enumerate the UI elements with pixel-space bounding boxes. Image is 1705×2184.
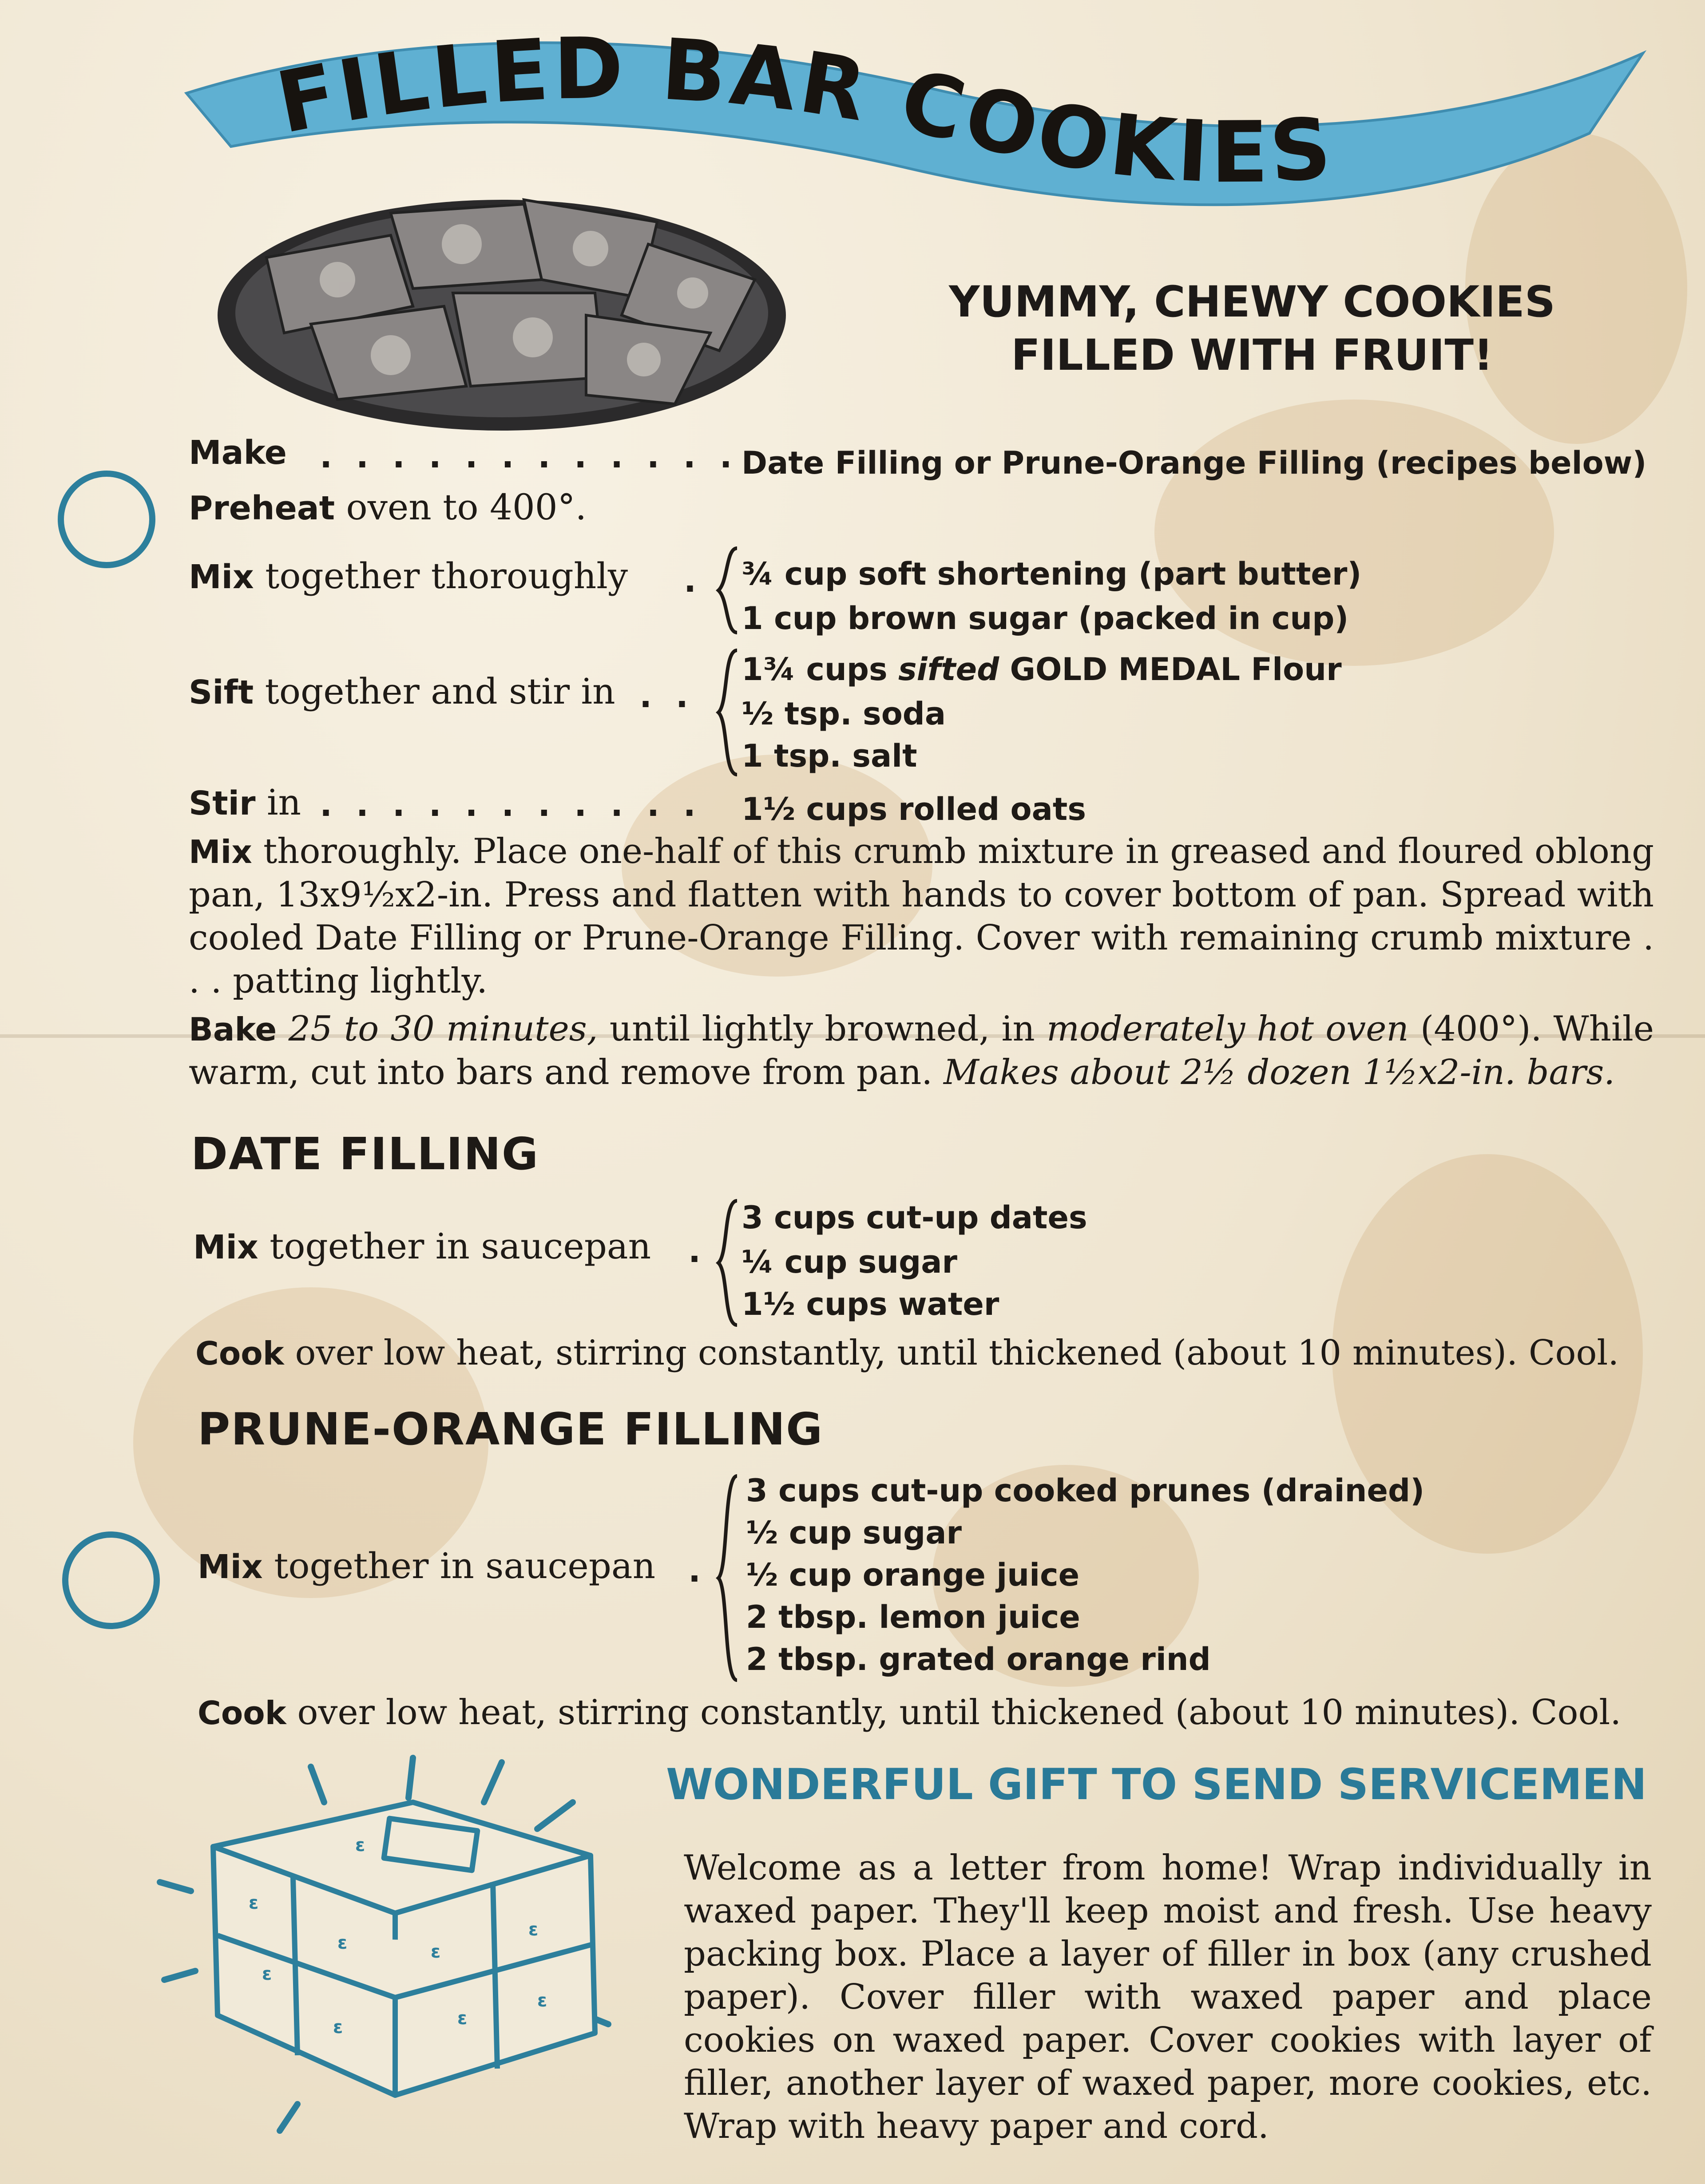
brace xyxy=(715,648,741,777)
flour-amount: 1¾ cups xyxy=(741,651,899,688)
dot-leader: . . xyxy=(639,677,694,715)
ingredient: 1 cup brown sugar (packed in cup) xyxy=(741,600,1349,637)
ingredient: 1 tsp. salt xyxy=(741,738,917,774)
bake-text: until lightly browned, in xyxy=(609,1009,1035,1049)
tagline-line-2: FILLED WITH FRUIT! xyxy=(1011,330,1493,380)
step-verb: Cook xyxy=(195,1335,284,1372)
ingredient: ¼ cup sugar xyxy=(741,1244,958,1280)
flour-brand: GOLD MEDAL Flour xyxy=(999,651,1342,688)
bake-text: (400°). While warm, cut into bars and remove from pan. xyxy=(189,1009,1654,1092)
svg-text:ε: ε xyxy=(262,1964,272,1984)
ingredient: ½ cup orange juice xyxy=(746,1557,1080,1593)
ingredient: 2 tbsp. lemon juice xyxy=(746,1599,1080,1635)
ingredient: 1½ cups water xyxy=(741,1286,999,1322)
step-text: thoroughly. Place one-half of this crumb mixture in greased and floured oblong pan, 13x9½x2-in. Press and flatten with hands to cover bottom of pan. Spread with cooled Date Filling or Prune-Orange Filling. Cover with remaining crumb mixture . . . patting lightly. xyxy=(189,831,1654,1001)
dot-leader: . . . . . . . . . . . xyxy=(320,786,702,824)
bake-oven: moderately hot oven xyxy=(1046,1009,1409,1049)
bake-time: 25 to 30 minutes, xyxy=(288,1009,598,1049)
ingredient: 3 cups cut-up cooked prunes (drained) xyxy=(746,1472,1425,1509)
gift-heading: WONDERFUL GIFT TO SEND SERVICEMEN xyxy=(666,1760,1647,1809)
svg-text:ε: ε xyxy=(537,1990,547,2011)
svg-text:ε: ε xyxy=(249,1893,259,1913)
ingredient: ¾ cup soft shortening (part butter) xyxy=(741,556,1362,592)
step-make xyxy=(189,431,287,474)
tagline-line-1: YUMMY, CHEWY COOKIES xyxy=(949,277,1555,327)
svg-text:ε: ε xyxy=(355,1835,365,1856)
step-verb: Preheat xyxy=(189,489,335,527)
tagline xyxy=(906,275,1598,382)
step-verb: Sift xyxy=(189,673,254,712)
ingredient: 1½ cups rolled oats xyxy=(741,791,1086,827)
make-filling-text: Date Filling or Prune-Orange Filling (recipes below) xyxy=(741,445,1647,481)
step-text: over low heat, stirring constantly, until thickened (about 10 minutes). Cool. xyxy=(295,1333,1619,1373)
prune-filling-cook xyxy=(198,1691,1663,1735)
date-filling-mix xyxy=(193,1225,651,1269)
bake-instructions xyxy=(189,1008,1654,1094)
step-verb: Mix xyxy=(189,833,252,870)
brace xyxy=(715,1199,741,1327)
gift-package-illustration xyxy=(147,1749,657,2157)
step-text: together thoroughly xyxy=(265,555,628,597)
step-text: in xyxy=(266,782,301,823)
step-stir xyxy=(189,781,301,825)
svg-text:ε: ε xyxy=(337,1933,348,1953)
ingredient: ½ tsp. soda xyxy=(741,696,946,732)
brace xyxy=(715,1474,741,1682)
dot-leader: . xyxy=(684,562,703,600)
binder-hole-circle xyxy=(62,1531,160,1629)
step-text: together and stir in xyxy=(265,671,615,712)
prune-filling-mix xyxy=(198,1545,655,1588)
step-preheat xyxy=(189,486,587,530)
step-text: oven to 400°. xyxy=(346,487,587,528)
page-title: FILLED BAR COOKIES xyxy=(269,19,1338,202)
dot-leader: . . . . . . . . . . . . xyxy=(320,437,738,475)
date-filling-heading: DATE FILLING xyxy=(191,1128,539,1180)
ingredient: 3 cups cut-up dates xyxy=(741,1199,1087,1236)
mix-instructions xyxy=(189,830,1654,1003)
step-verb: Mix xyxy=(198,1548,263,1586)
prune-filling-heading: PRUNE-ORANGE FILLING xyxy=(198,1403,824,1455)
dot-leader: . xyxy=(688,1232,707,1270)
step-verb: Stir xyxy=(189,784,256,823)
date-filling-cook xyxy=(195,1332,1661,1375)
step-mix xyxy=(189,555,628,598)
cookie-plate-illustration xyxy=(204,146,799,439)
dot-leader: . xyxy=(688,1551,707,1590)
bake-yield: Makes about 2½ dozen 1½x2-in. bars. xyxy=(943,1052,1615,1092)
svg-text:ε: ε xyxy=(528,1919,539,1940)
step-verb: Make xyxy=(189,434,287,472)
step-verb: Cook xyxy=(198,1694,286,1732)
step-text: together in saucepan xyxy=(274,1545,656,1587)
step-verb: Mix xyxy=(189,558,254,596)
brace xyxy=(715,546,741,635)
binder-hole-circle xyxy=(58,471,155,568)
step-sift xyxy=(189,670,615,714)
step-verb: Mix xyxy=(193,1228,258,1266)
flour-sifted: sifted xyxy=(898,651,999,688)
svg-text:ε: ε xyxy=(431,1942,441,1962)
step-verb: Bake xyxy=(189,1011,277,1048)
step-text: over low heat, stirring constantly, until thickened (about 10 minutes). Cool. xyxy=(297,1693,1622,1733)
gift-text: Welcome as a letter from home! Wrap individually in waxed paper. They'll keep moist and fresh. Use heavy packing box. Place a layer of filler in box (any crushed paper). Cover filler with waxed paper and place cookies on waxed paper. Cover cookies with layer of filler, another layer of waxed paper, more cookies, etc. Wrap with heavy paper and cord. xyxy=(684,1848,1652,2146)
svg-text:ε: ε xyxy=(457,2008,468,2029)
ingredient: 2 tbsp. grated orange rind xyxy=(746,1641,1211,1678)
step-text: together in saucepan xyxy=(270,1226,651,1267)
svg-text:ε: ε xyxy=(333,2017,343,2038)
ingredient: ½ cup sugar xyxy=(746,1515,962,1551)
ingredient-flour xyxy=(741,648,1342,691)
